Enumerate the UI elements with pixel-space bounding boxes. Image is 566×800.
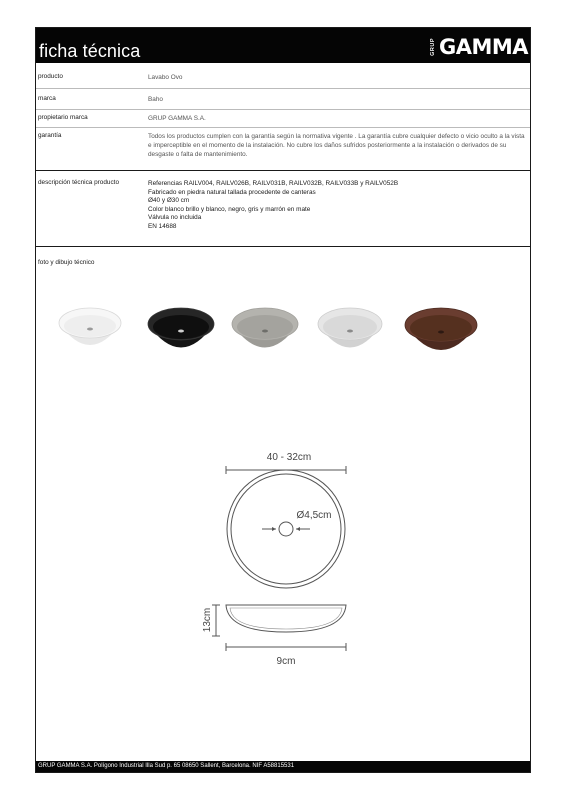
marca-value: Baho bbox=[148, 96, 163, 103]
drain-dimension-label: Ø4,5cm bbox=[296, 510, 332, 521]
divider bbox=[36, 127, 530, 128]
section-divider bbox=[36, 170, 530, 171]
logo-prefix: GRUP bbox=[430, 38, 437, 56]
divider bbox=[36, 109, 530, 110]
descripcion-line: Color blanco brillo y blanco, negro, gris y marrón en mate bbox=[148, 205, 311, 213]
descripcion-line: EN 14688 bbox=[148, 222, 177, 230]
brand-logo bbox=[431, 35, 528, 59]
base-dimension-label: 9cm bbox=[276, 656, 296, 667]
footer-bar bbox=[36, 761, 530, 772]
footer-address: GRUP GAMMA S.A. Polígono Industrial Illa Sud p. 65 08650 Sallent, Barcelona. NIF A58815531 bbox=[38, 763, 295, 769]
descripcion-lines bbox=[148, 179, 526, 231]
photos-label: foto y dibujo técnico bbox=[38, 259, 95, 266]
sink-photos bbox=[36, 303, 530, 358]
descripcion-label: descripción técnica producto bbox=[38, 179, 119, 186]
propietario-value: GRUP GAMMA S.A. bbox=[148, 115, 206, 122]
propietario-label: propietario marca bbox=[38, 114, 88, 121]
width-dimension-label: 40 - 32cm bbox=[266, 452, 312, 463]
sink-photo-brown bbox=[403, 305, 479, 355]
technical-drawing bbox=[202, 446, 366, 678]
height-dimension-label: 13cm bbox=[202, 607, 213, 633]
descripcion-line: Referencias RAILV004, RAILV026B, RAILV031B, RAILV032B, RAILV033B y RAILV052B bbox=[148, 180, 399, 187]
logo-word: GAMMA bbox=[438, 34, 528, 59]
sink-photo-white-matt bbox=[316, 305, 384, 353]
divider bbox=[36, 88, 530, 89]
descripcion-line: Ø40 y Ø30 cm bbox=[148, 197, 190, 205]
sink-photo-white-gloss bbox=[57, 305, 123, 351]
marca-label: marca bbox=[38, 95, 56, 102]
descripcion-line: Válvula no incluida bbox=[148, 214, 202, 222]
section-divider bbox=[36, 246, 530, 247]
sink-photo-grey bbox=[230, 305, 300, 353]
garantia-value: Todos los productos cumplen con la garantía según la normativa vigente . La garantía cubre cualquier defecto o vicio oculto a la vista e imperceptible en el momento de la instalación. No cubre los daños sufridos posteriormente a la instalación o derivados de su desgaste o falta de mantenimiento. bbox=[148, 133, 525, 158]
producto-label: producto bbox=[38, 73, 63, 80]
header-bar bbox=[36, 28, 530, 63]
garantia-label: garantía bbox=[38, 132, 62, 139]
page-title: ficha técnica bbox=[39, 41, 141, 61]
descripcion-line: Fabricado en piedra natural tallada procedente de canteras bbox=[148, 188, 316, 196]
sink-photo-black bbox=[146, 305, 216, 353]
producto-value: Lavabo Ovo bbox=[148, 74, 183, 81]
datasheet bbox=[35, 27, 531, 773]
